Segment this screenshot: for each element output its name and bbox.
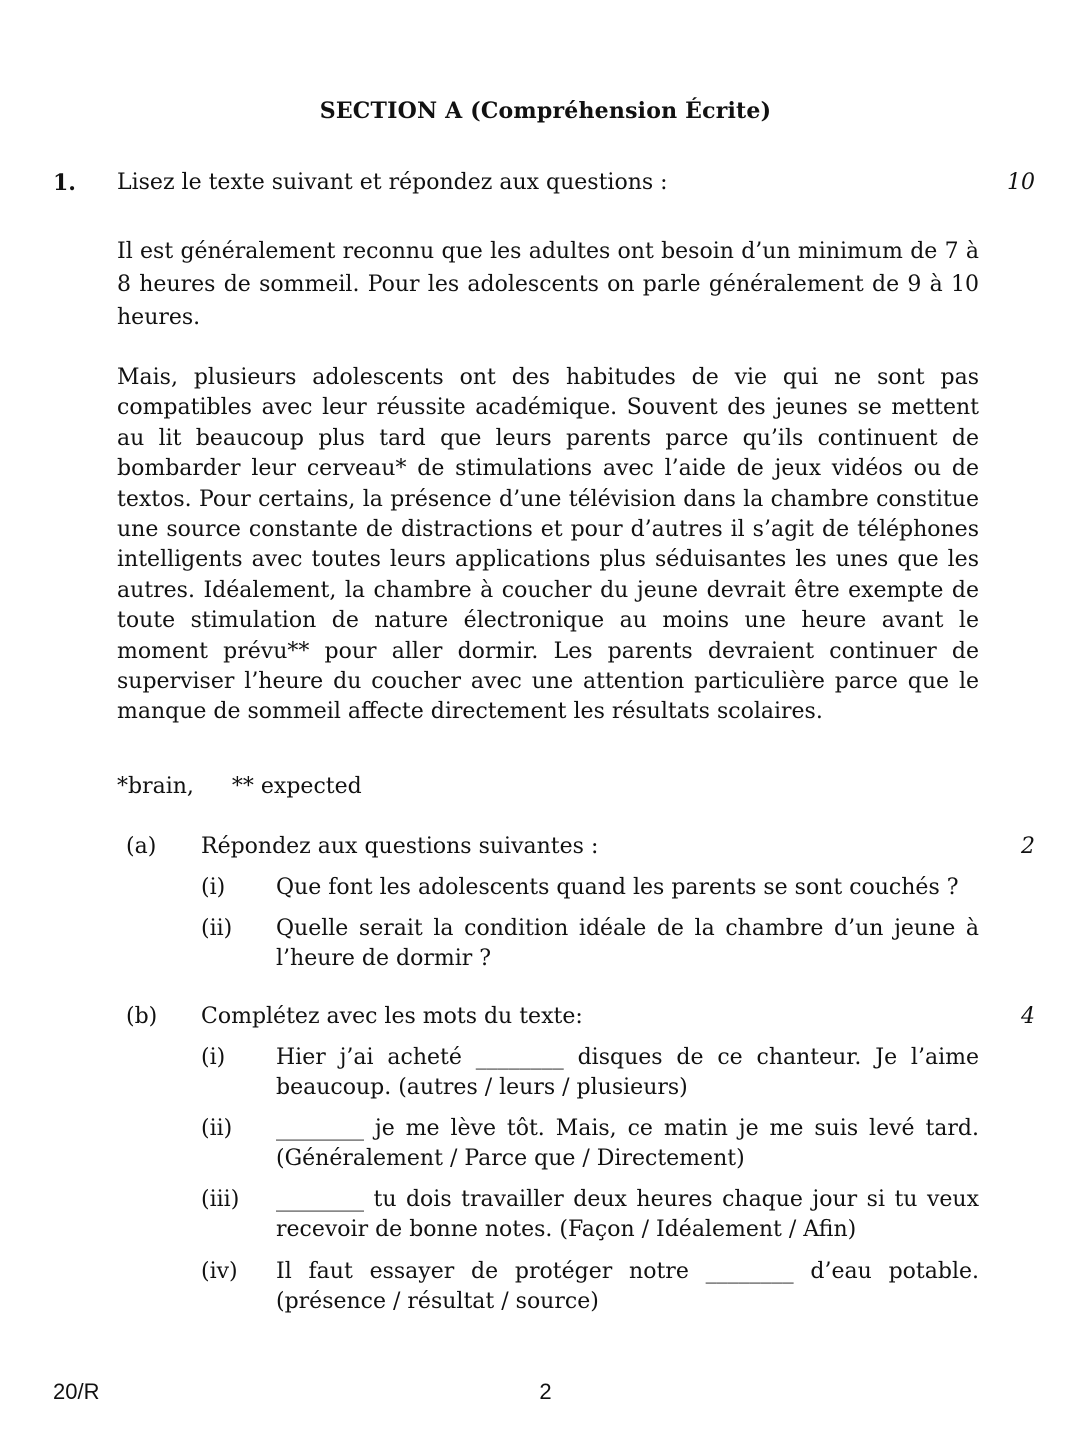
part-b-instruction: Complétez avec les mots du texte: [201,1004,583,1029]
item-label: (i) [201,1045,226,1070]
item-label: (iii) [201,1187,240,1212]
part-a-instruction: Répondez aux questions suivantes : [201,834,599,859]
question-instruction: Lisez le texte suivant et répondez aux questions : [117,170,668,195]
item-label: (ii) [201,916,233,941]
item-text: ________ tu dois travailler deux heures chaque jour si tu veux recevoir de bonne notes. (Façon / Idéalement / Afin) [276,1187,979,1243]
footnotes [117,774,362,799]
part-a-label: (a) [126,834,157,859]
question-marks: 10 [1007,170,1035,195]
part-b-label: (b) [126,1004,158,1029]
item-text: ________ je me lève tôt. Mais, ce matin je me suis levé tard. (Généralement / Parce que / Directement) [276,1116,979,1172]
footnote-expected: ** expected [231,774,362,799]
section-title: SECTION A (Compréhension Écrite) [319,98,772,124]
question-number: 1. [53,170,76,196]
item-text: Hier j’ai acheté ________ disques de ce chanteur. Je l’aime beaucoup. (autres / leurs / plusieurs) [276,1045,979,1101]
part-b-marks: 4 [1021,1004,1035,1029]
passage-paragraph-1: Il est généralement reconnu que les adultes ont besoin d’un minimum de 7 à 8 heures de sommeil. Pour les adolescents on parle généralement de 9 à 10 heures. [117,239,979,330]
page-number: 2 [539,1379,552,1404]
item-text: Que font les adolescents quand les parents se sont couchés ? [276,875,959,900]
item-text: Il faut essayer de protéger notre ________ d’eau potable. (présence / résultat / source) [276,1259,979,1315]
paper-code: 20/R [53,1379,100,1404]
passage-paragraph-2: Mais, plusieurs adolescents ont des habitudes de vie qui ne sont pas compatibles avec leur réussite académique. Souvent des jeunes se mettent au lit beaucoup plus tard que leurs parents parce qu’ils continuent de bombarder leur cerveau* de stimulations avec l’aide de jeux vidéos ou de textos. Pour certains, la présence d’une télévision dans la chambre constitue une source constante de distractions et pour d’autres il s’agit de téléphones intelligents avec toutes leurs applications plus séduisantes les unes que les autres. Idéalement, la chambre à coucher du jeune devrait être exempte de toute stimulation de nature électronique au moins une heure avant le moment prévu** pour aller dormir. Les parents devraient continuer de superviser l’heure du coucher avec une attention particulière parce que le manque de sommeil affecte directement les résultats scolaires. [117,365,979,725]
item-label: (i) [201,875,226,900]
item-label: (ii) [201,1116,233,1141]
footnote-brain: *brain, [117,774,194,799]
item-text: Quelle serait la condition idéale de la chambre d’un jeune à l’heure de dormir ? [276,916,979,972]
part-a-marks: 2 [1021,834,1035,859]
item-label: (iv) [201,1259,238,1284]
